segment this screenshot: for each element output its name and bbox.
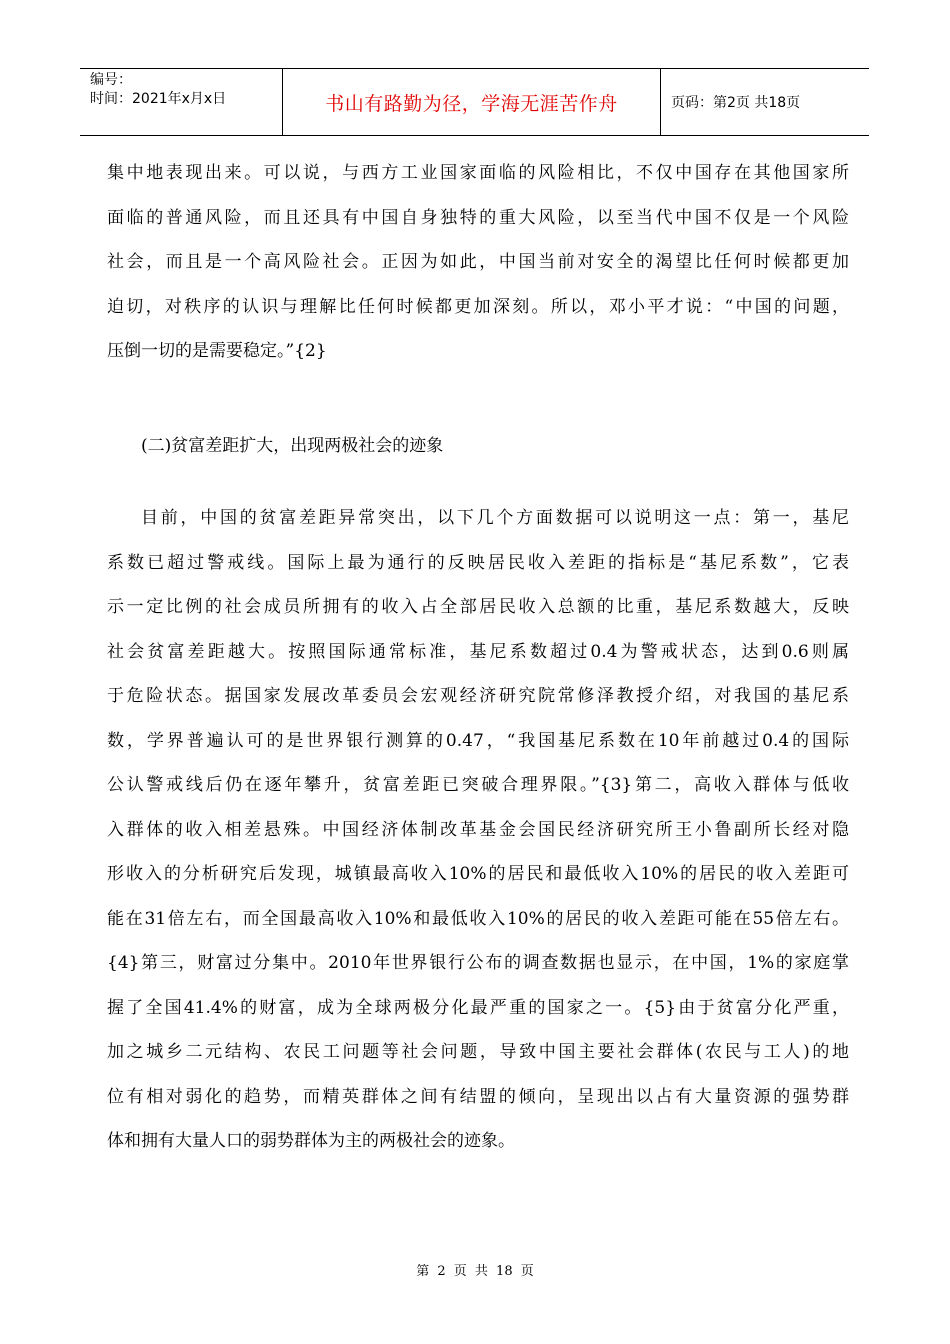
- paragraph-2-line: 社会贫富差距越大。按照国际通常标准，基尼系数超过0.4为警戒状态，达到0.6则属: [107, 641, 849, 662]
- section-heading: [141, 424, 883, 469]
- paragraph-1-line: 集中地表现出来。可以说，与西方工业国家面临的风险相比，不仅中国存在其他国家所: [107, 163, 849, 183]
- paragraph-1-line: 迫切，对秩序的认识与理解比任何时候都更加深刻。所以，邓小平才说：“中国的问题，: [107, 296, 849, 317]
- paragraph-2-line: {4}第三，财富过分集中。2010年世界银行公布的调查数据也显示，在中国，1%的家庭掌: [107, 953, 849, 973]
- paragraph-2-line: 目前，中国的贫富差距异常突出，以下几个方面数据可以说明这一点：第一，基尼: [141, 508, 849, 528]
- paragraph-2-line: 加之城乡二元结构、农民工问题等社会问题，导致中国主要社会群体(农民与工人)的地: [107, 1042, 849, 1062]
- paragraph-2-line: 系数已超过警戒线。国际上最为通行的反映居民收入差距的指标是“基尼系数”，它表: [107, 552, 849, 573]
- paragraph-2-line: 位有相对弱化的趋势，而精英群体之间有结盟的倾向，呈现出以占有大量资源的强势群: [107, 1086, 849, 1107]
- paragraph-2-line: 数，学界普遍认可的是世界银行测算的0.47，“我国基尼系数在10年前越过0.4的国际: [107, 730, 849, 751]
- paragraph-2: [107, 496, 849, 1164]
- paragraph-1: [107, 151, 849, 374]
- header-page-info: 页码：第2页 共18页: [671, 95, 801, 111]
- paragraph-2-line: 形收入的分析研究后发现，城镇最高收入10%的居民和最低收入10%的居民的收入差距可: [107, 864, 849, 884]
- header-motto: 书山有路勤为径，学海无涯苦作舟: [283, 69, 661, 135]
- paragraph-2-line: 示一定比例的社会成员所拥有的收入占全部居民收入总额的比重，基尼系数越大，反映: [107, 597, 849, 617]
- page-header: [80, 68, 869, 136]
- section-heading-text: (二)贫富差距扩大，出现两极社会的迹象: [141, 436, 444, 456]
- paragraph-2-line: 于危险状态。据国家发展改革委员会宏观经济研究院常修泽教授介绍，对我国的基尼系: [107, 686, 849, 706]
- paragraph-2-line: 体和拥有大量人口的弱势群体为主的两极社会的迹象。: [107, 1131, 515, 1151]
- paragraph-2-line: 入群体的收入相差悬殊。中国经济体制改革基金会国民经济研究所王小鲁副所长经对隐: [107, 819, 849, 840]
- paragraph-2-line: 公认警戒线后仍在逐年攀升，贫富差距已突破合理界限。”{3}第二，高收入群体与低收: [107, 775, 849, 795]
- paragraph-2-line: 握了全国41.4%的财富，成为全球两极分化最严重的国家之一。{5}由于贫富分化严重，: [107, 997, 849, 1018]
- paragraph-1-line: 压倒一切的是需要稳定。”{2}: [107, 341, 327, 361]
- paragraph-2-line: 能在31倍左右，而全国最高收入10%和最低收入10%的居民的收入差距可能在55倍左右。: [107, 908, 849, 929]
- paragraph-1-line: 面临的普通风险，而且还具有中国自身独特的重大风险，以至当代中国不仅是一个风险: [107, 207, 849, 228]
- document-number-label: 编号：: [90, 72, 132, 88]
- header-meta: [80, 69, 283, 135]
- page-footer: 第 2 页 共 18 页: [416, 1264, 534, 1279]
- paragraph-1-line: 社会，而且是一个高风险社会。正因为如此，中国当前对安全的渴望比任何时候都更加: [107, 252, 849, 272]
- document-date-label: 时间：2021年x月x日: [90, 91, 227, 107]
